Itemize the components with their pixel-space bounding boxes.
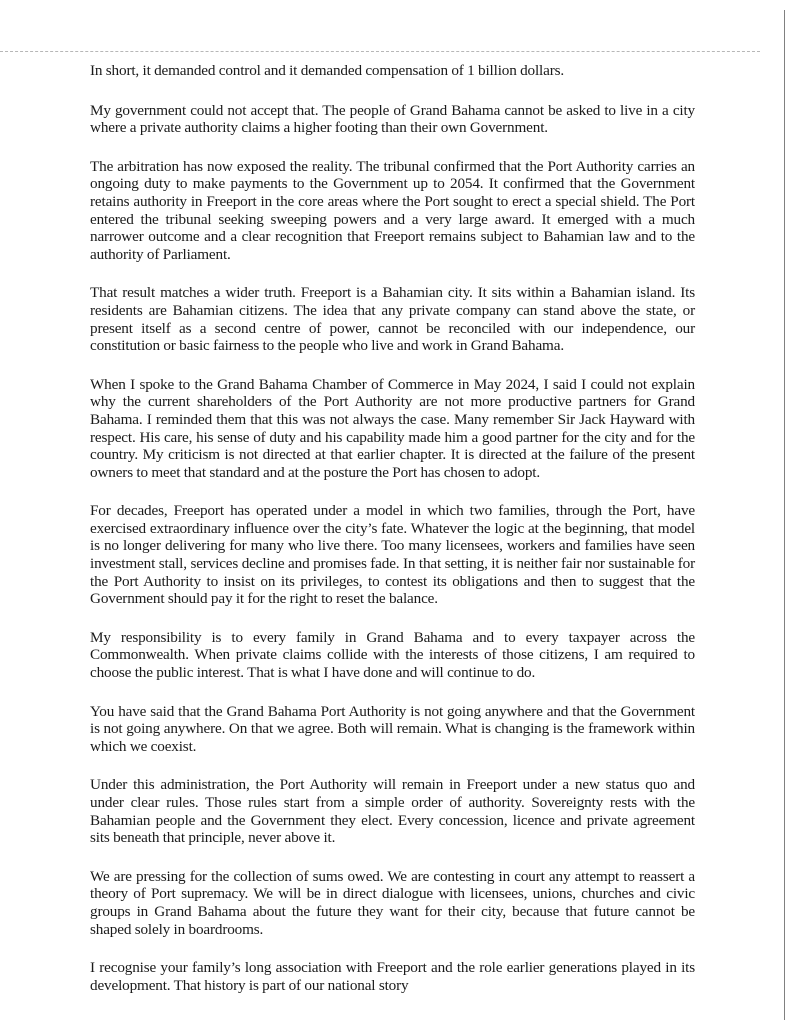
paragraph-wider-truth: That result matches a wider truth. Freeport is a Bahamian city. It sits within a Bahamian island. Its residents are Bahamian citizens. The idea that any private company can stand above the state, or present itself as a second centre of power, cannot be reconciled with our independence, our constitution or basic fairness to the people who live and work in Grand Bahama. [90, 284, 695, 355]
scan-artifact-top-line [0, 51, 760, 52]
paragraph-pressing-collection: We are pressing for the collection of sums owed. We are contesting in court any attempt to reassert a theory of Port supremacy. We will be in direct dialogue with licensees, unions, churches and civic groups in Grand Bahama about the future they want for their city, because that future cannot be shaped solely in boardrooms. [90, 867, 695, 938]
paragraph-new-status-quo: Under this administration, the Port Authority will remain in Freeport under a new status quo and under clear rules. Those rules start from a simple order of authority. Sovereignty rests with the Bahamian people and the Government they elect. Every concession, licence and private agreement sits beneath that principle, never above it. [90, 776, 695, 847]
letter-page [90, 62, 695, 1015]
paragraph-arbitration-outcome: The arbitration has now exposed the reality. The tribunal confirmed that the Port Authority carries an ongoing duty to make payments to the Government up to 2054. It confirmed that the Government retains authority in Freeport in the core areas where the Port sought to erect a special shield. The Port entered the tribunal seeking sweeping powers and a very large award. It emerged with a much narrower outcome and a clear recognition that Freeport remains subject to Bahamian law and to the authority of Parliament. [90, 157, 695, 263]
paragraph-chamber-of-commerce: When I spoke to the Grand Bahama Chamber of Commerce in May 2024, I said I could not explain why the current shareholders of the Port Authority are not more productive partners for Grand Bahama. I reminded them that this was not always the case. Many remember Sir Jack Hayward with respect. His care, his sense of duty and his capability made him a good partner for the city and for the country. My criticism is not directed at that earlier chapter. It is directed at the failure of the present owners to meet that standard and at the posture the Port has chosen to adopt. [90, 375, 695, 481]
paragraph-government-position: My government could not accept that. The people of Grand Bahama cannot be asked to live in a city where a private authority claims a higher footing than their own Government. [90, 101, 695, 137]
paragraph-decades-model: For decades, Freeport has operated under a model in which two families, through the Port, have exercised extraordinary influence over the city’s fate. Whatever the logic at the beginning, that model is no longer delivering for many who live there. Too many licensees, workers and families have seen investment stall, services decline and promises fade. In that setting, it is neither fair nor sustainable for the Port Authority to insist on its privileges, to contest its obligations and then to suggest that the Government should pay it for the right to reset the balance. [90, 502, 695, 608]
paragraph-family-recognition: I recognise your family’s long association with Freeport and the role earlier generations played in its development. That history is part of our national story [90, 959, 695, 994]
scan-artifact-right-edge [784, 10, 785, 1020]
paragraph-responsibility: My responsibility is to every family in Grand Bahama and to every taxpayer across the Commonwealth. When private claims collide with the interests of those citizens, I am required to choose the public interest. That is what I have done and will continue to do. [90, 628, 695, 682]
paragraph-demand-summary: In short, it demanded control and it demanded compensation of 1 billion dollars. [90, 62, 565, 79]
paragraph-not-going-anywhere: You have said that the Grand Bahama Port Authority is not going anywhere and that the Government is not going anywhere. On that we agree. Both will remain. What is changing is the framework within which we coexist. [90, 702, 695, 755]
